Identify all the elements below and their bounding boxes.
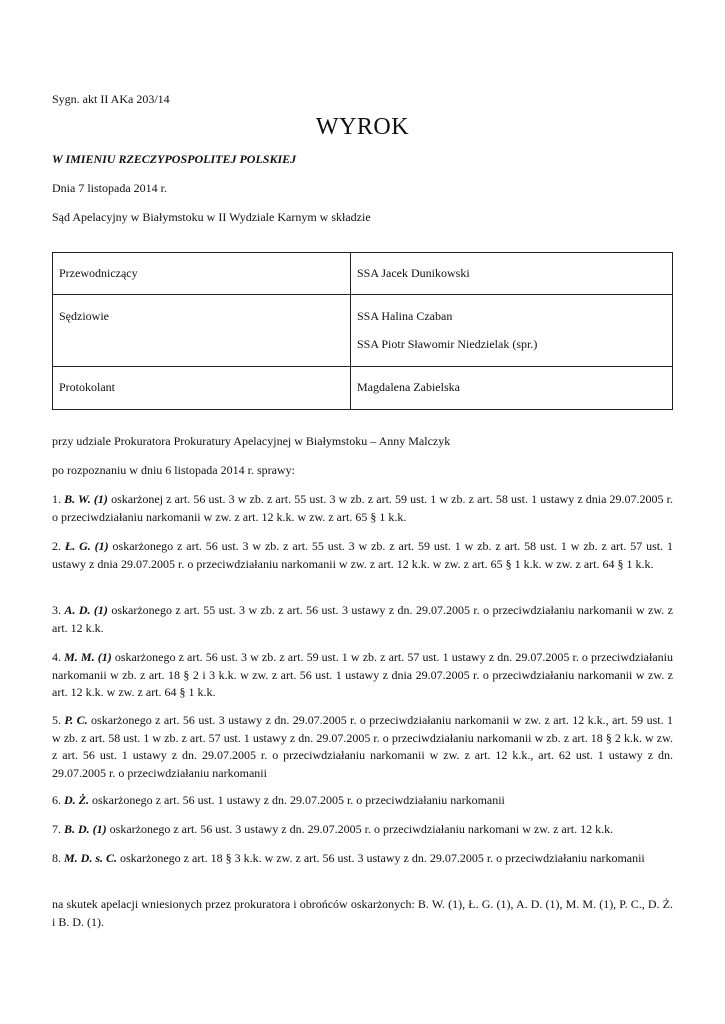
panel-names — [351, 295, 673, 367]
charge-number: 5. — [52, 713, 61, 727]
defendant-name: Ł. G. (1) — [64, 539, 109, 553]
charge-text: oskarżonego z art. 55 ust. 3 w zb. z art. 56 ust. 3 ustawy z dn. 29.07.2005 r. o przeciwdziałaniu narkomanii w zw. z art. 12 k.k. — [52, 603, 674, 635]
charge-number: 3. — [52, 603, 61, 617]
court-composition-intro: Sąd Apelacyjny w Białymstoku w II Wydziale Karnym w składzie — [52, 210, 371, 224]
charge-item — [52, 792, 673, 810]
defendant-name: A. D. (1) — [64, 603, 108, 617]
document-title: WYROK — [315, 114, 410, 140]
charge-item — [52, 712, 673, 782]
charge-number: 8. — [52, 851, 61, 865]
charge-item — [52, 491, 673, 526]
panel-names — [351, 367, 673, 410]
charge-text: oskarżonego z art. 56 ust. 3 ustawy z dn. 29.07.2005 r. o przeciwdziałaniu narkomanii w zw. z art. 12 k.k., art. 59 ust. 1 w zb. z art. 58 ust. 1 w zb. z art. 57 ust. 1 ustawy z dn. 29.07.2005 r. o przeciwdziałaniu narkomanii w zb. z art. 18 § 2 k.k. w zw. z art. 56 ust. 1 ustawy z dn. 29.07.2005 r. o przeciwdziałaniu narkomanii w zw. z art. 12 k.k., art. 62 ust. 1 ustawy z dn. 29.07.2005 r. o przeciwdziałaniu narkomanii — [52, 713, 673, 780]
charge-text: oskarżonego z art. 56 ust. 1 ustawy z dn. 29.07.2005 r. o przeciwdziałaniu narkomanii — [92, 793, 505, 807]
charge-text: oskarżonego z art. 56 ust. 3 w zb. z art. 59 ust. 1 w zb. z art. 57 ust. 1 ustawy z dn. 29.07.2005 r. o przeciwdziałaniu narkomanii w zb. z art. 18 § 2 i 3 k.k. w zw. z art. 56 ust. 1 ustawy z dnia 29.07.2005 r. o przeciwdziałaniu narkomanii w zw. z art. 12 k.k. w zw. z art. 64 § 1 k.k. — [52, 650, 674, 699]
panel-name: SSA Piotr Sławomir Niedzielak (spr.) — [357, 337, 538, 351]
case-signature: Sygn. akt II AKa 203/14 — [52, 92, 170, 106]
charge-item — [52, 538, 673, 573]
charge-number: 6. — [52, 793, 61, 807]
charge-text: oskarżonego z art. 56 ust. 3 ustawy z dn. 29.07.2005 r. o przeciwdziałaniu narkomani w zw. z art. 12 k.k. — [109, 822, 614, 836]
panel-names — [351, 253, 673, 295]
panel-name: SSA Jacek Dunikowski — [357, 266, 470, 280]
charge-number: 4. — [52, 650, 61, 664]
hearing-paragraph: po rozpoznaniu w dniu 6 listopada 2014 r. sprawy: — [52, 463, 295, 477]
defendant-name: M. D. s. C. — [64, 851, 118, 865]
judgment-date: Dnia 7 listopada 2014 r. — [52, 181, 167, 195]
charge-text: oskarżonego z art. 18 § 3 k.k. w zw. z art. 56 ust. 3 ustawy z dn. 29.07.2005 r. o przeciwdziałaniu narkomanii — [120, 851, 645, 865]
table-row — [53, 295, 673, 367]
charge-item — [52, 602, 673, 637]
charge-item — [52, 850, 673, 868]
charge-item — [52, 821, 673, 839]
document-subtitle: W IMIENIU RZECZYPOSPOLITEJ POLSKIEJ — [52, 152, 297, 166]
appeal-paragraph: na skutek apelacji wniesionych przez prokuratora i obrońców oskarżonych: B. W. (1), Ł. G. (1), A. D. (1), M. M. (1), P. C., D. Ż. i B. D. (1). — [52, 897, 673, 929]
charge-number: 2. — [52, 539, 61, 553]
panel-role: Sędziowie — [53, 295, 351, 367]
charge-number: 7. — [52, 822, 61, 836]
table-row — [53, 253, 673, 295]
panel-name: SSA Halina Czaban — [357, 309, 453, 323]
charge-item — [52, 649, 673, 702]
defendant-name: P. C. — [64, 713, 88, 727]
court-panel-table — [52, 252, 673, 410]
defendant-name: M. M. (1) — [64, 650, 112, 664]
panel-name: Magdalena Zabielska — [357, 380, 460, 394]
panel-role: Przewodniczący — [53, 253, 351, 295]
charge-number: 1. — [52, 492, 61, 506]
charge-text: oskarżonego z art. 56 ust. 3 w zb. z art. 55 ust. 3 w zb. z art. 59 ust. 1 w zb. z art. 58 ust. 1 w zb. z art. 57 ust. 1 ustawy z dnia 29.07.2005 r. o przeciwdziałaniu narkomanii w zw. z art. 12 k.k. w zw. z art. 65 § 1 k.k. w zw. z art. 64 § 1 k.k. — [52, 539, 674, 571]
defendant-name: B. D. (1) — [64, 822, 107, 836]
defendant-name: B. W. (1) — [64, 492, 108, 506]
panel-role: Protokolant — [53, 367, 351, 410]
charge-text: oskarżonej z art. 56 ust. 3 w zb. z art. 55 ust. 3 w zb. z art. 59 ust. 1 w zb. z art. 58 ust. 1 ustawy z dnia 29.07.2005 r. o przeciwdziałaniu narkomanii w zw. z art. 12 k.k. w zw. z art. 65 § 1 k.k. — [52, 492, 674, 524]
defendant-name: D. Ż. — [64, 793, 89, 807]
table-row — [53, 367, 673, 410]
prosecutor-paragraph: przy udziale Prokuratora Prokuratury Apelacyjnej w Białymstoku – Anny Malczyk — [52, 434, 451, 448]
